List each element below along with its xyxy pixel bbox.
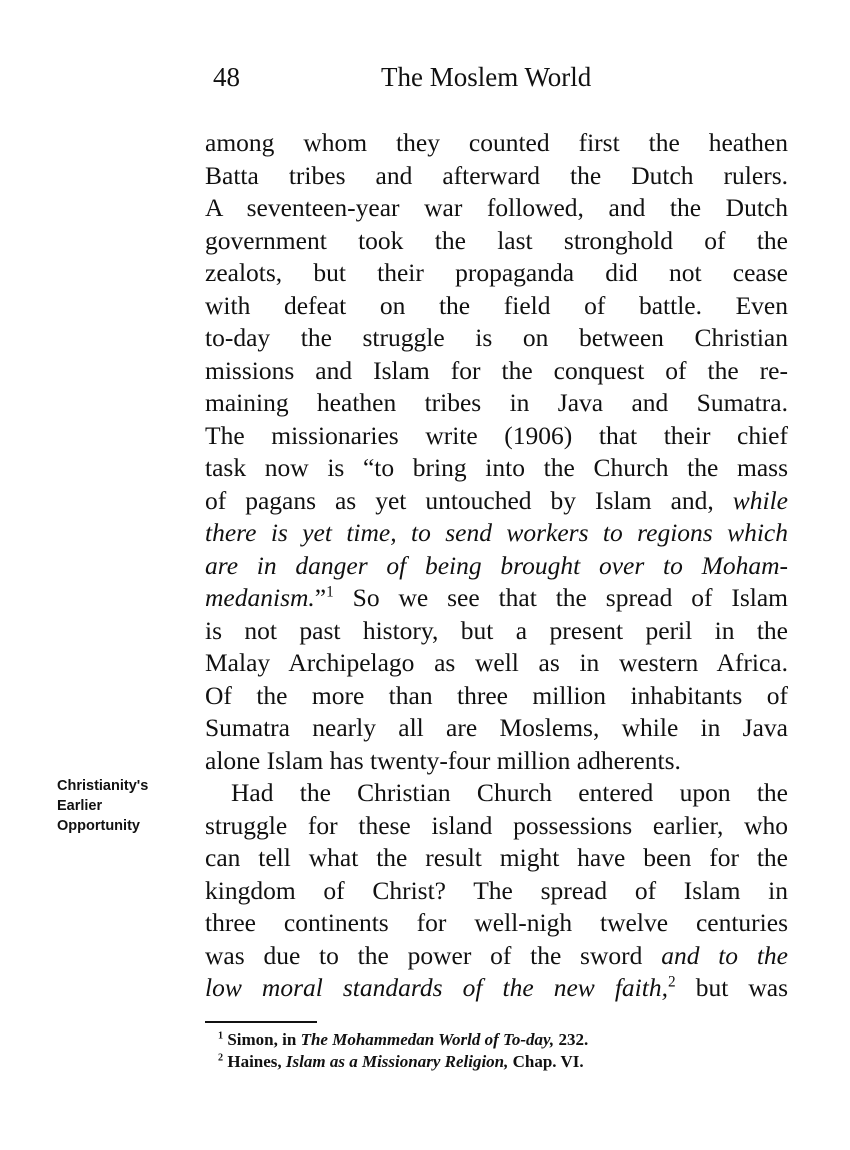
text-line: [205, 485, 788, 518]
text-run: 232.: [554, 1030, 589, 1049]
text-line: [205, 582, 788, 615]
text-line: [205, 355, 788, 388]
footnote-rule: [205, 1021, 317, 1023]
text-run: kingdom of Christ? The spread of Islam in: [205, 875, 788, 905]
text-run: with defeat on the field of battle. Even: [205, 290, 788, 320]
margin-note: [57, 776, 197, 836]
text-run: to-day the struggle is on between Christian: [205, 323, 788, 352]
italic-text: The Mohammedan World of To-day,: [300, 1030, 555, 1049]
italic-text: medanism.: [205, 583, 315, 612]
text-line: [205, 777, 788, 810]
running-title: The Moslem World: [381, 62, 592, 92]
text-line: [205, 517, 788, 550]
text-line: [205, 452, 788, 485]
text-line: [205, 615, 788, 648]
text-line: [205, 972, 788, 1005]
text-run: So we see that the spread of Islam: [333, 583, 788, 612]
text-run: ”: [314, 583, 327, 612]
text-run: missions and Islam for the conquest of the re-: [205, 355, 788, 385]
text-run: Batta tribes and afterward the Dutch rulers.: [205, 160, 788, 190]
text-run: maining heathen tribes in Java and Sumatra.: [205, 388, 788, 417]
margin-note-line: Opportunity: [57, 818, 140, 834]
text-line: [205, 225, 788, 258]
footnotes: [218, 1029, 778, 1073]
text-run: among whom they counted first the heathen: [205, 128, 788, 157]
body-text: [205, 127, 788, 1005]
text-run: of pagans as yet untouched by Islam and,: [205, 485, 733, 515]
text-line: [205, 875, 788, 908]
text-run: Of the more than three million inhabitants of: [205, 680, 788, 710]
text-run: was due to the power of the sword: [205, 940, 662, 970]
text-line: [205, 647, 788, 680]
text-run: The missionaries write (1906) that their chief: [205, 420, 788, 450]
text-line: [205, 907, 788, 940]
italic-text: there is yet time, to send workers to regions which: [205, 518, 788, 547]
text-line: [205, 192, 788, 225]
italic-text: are in danger of being brought over to Moham-: [205, 550, 788, 580]
italic-text: while: [732, 485, 788, 515]
text-line: [205, 160, 788, 193]
text-line: [205, 387, 788, 420]
text-line: [205, 550, 788, 583]
text-run: task now is “to bring into the Church the mass: [205, 453, 788, 482]
text-line: [205, 712, 788, 745]
text-line: [205, 680, 788, 713]
italic-text: and to the: [661, 940, 788, 970]
margin-note-line: Christianity's: [57, 778, 149, 794]
text-run: Simon, in: [223, 1030, 301, 1049]
text-line: [205, 420, 788, 453]
text-line: [205, 290, 788, 323]
italic-text: Islam as a Missionary Religion,: [285, 1052, 509, 1071]
footnote-marker: 2: [218, 1052, 224, 1064]
margin-note-line: Earlier: [57, 798, 103, 814]
text-run: Chap. VI.: [508, 1052, 584, 1071]
text-line: [205, 842, 788, 875]
text-run: A seventeen-year war followed, and the Dutch: [205, 193, 788, 222]
text-line: [205, 810, 788, 843]
text-run: struggle for these island possessions earlier, who: [205, 810, 788, 840]
text-line: [205, 940, 788, 973]
text-run: Haines,: [223, 1052, 286, 1071]
text-run: can tell what the result might have been for the: [205, 843, 788, 872]
footnote-marker: 1: [326, 583, 334, 601]
text-run: zealots, but their propaganda did not cease: [205, 258, 788, 287]
text-run: Had the Christian Church entered upon the: [231, 778, 788, 807]
text-line: [205, 257, 788, 290]
footnote-marker: 1: [218, 1030, 224, 1042]
footnote-marker: 2: [667, 973, 676, 991]
italic-text: low moral standards of the new faith,: [205, 973, 668, 1002]
text-run: government took the last stronghold of the: [205, 225, 788, 255]
page-number: 48: [213, 62, 240, 92]
text-run: three continents for well-nigh twelve centuries: [205, 908, 788, 937]
text-line: [205, 745, 788, 778]
text-run: Malay Archipelago as well as in western Africa.: [205, 648, 788, 677]
text-run: but was: [675, 973, 788, 1002]
text-run: alone Islam has twenty-four million adherents.: [205, 745, 681, 775]
text-line: [205, 127, 788, 160]
text-run: is not past history, but a present peril in the: [205, 615, 788, 645]
text-run: Sumatra nearly all are Moslems, while in Java: [205, 713, 788, 742]
footnote: [218, 1051, 778, 1073]
text-line: [205, 322, 788, 355]
footnote: [218, 1029, 778, 1051]
